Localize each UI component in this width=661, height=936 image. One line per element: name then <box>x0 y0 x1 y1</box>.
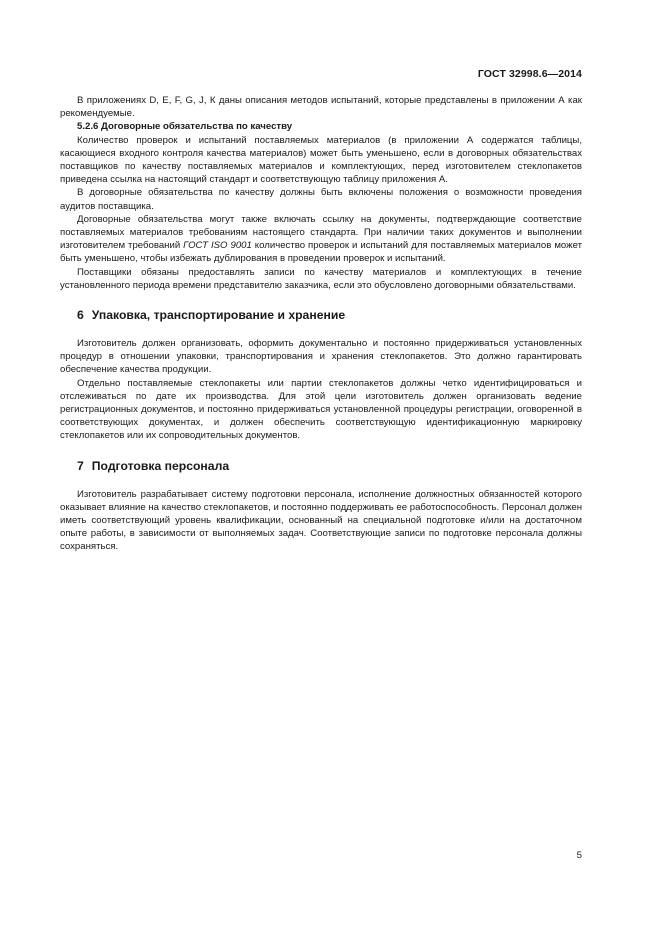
standard-designation: ГОСТ 32998.6—2014 <box>477 68 582 80</box>
paragraph-text: Договорные обязательства могут также включать ссылку на документы, подтверждающие соответствие поставляемых материалов требованиям настоящего стандарта. При наличии таких документов и выполнении изготовителем требований <box>60 213 582 252</box>
paragraph: Поставщики обязаны предоставлять записи по качеству материалов и комплектующих в течение установленного периода времени представителю заказчика, если это обусловлено договорными обязательствами. <box>60 266 582 291</box>
paragraph-text: количество проверок и испытаний для поставляемых материалов может быть уменьшено, чтобы избежать дублирования в проведении проверок и испытаний. <box>60 240 582 265</box>
standard-reference: ГОСТ ISO 9001 <box>183 240 252 252</box>
page-number: 5 <box>576 850 582 861</box>
section-title-text: Упаковка, транспортирование и хранение <box>91 308 346 323</box>
section-title-7 <box>60 459 582 474</box>
paragraph: Изготовитель разрабатывает систему подготовки персонала, исполнение должностных обязанностей которого оказывает влияние на качество стеклопакетов, и постоянно поддерживать ее работоспособность. Персонал должен иметь соответствующий уровень квалификации, основанный на специальной подготовке и/или на достаточном опыте работы, в зависимости от выполняемых задач. Соответствующие записи по подготовке персонала должны сохраняться. <box>60 488 582 553</box>
paragraph: В договорные обязательства по качеству должны быть включены положения о возможности проведения аудитов поставщика. <box>60 187 582 212</box>
intro-paragraph: В приложениях D, E, F, G, J, К даны описания методов испытаний, которые представлены в приложении А как рекомендуемые. <box>60 95 582 120</box>
paragraph: Количество проверок и испытаний поставляемых материалов (в приложении А содержатся таблицы, касающиеся входного контроля качества материалов) может быть уменьшено, если в договорных обязательствах поставщиков по качеству поставляемых материалов и комплектующих, перед изготовителем стеклопакетов приведена ссылка на настоящий стандарт и соответствующую таблицу приложения А. <box>60 134 582 186</box>
section-title-text: Подготовка персонала <box>91 458 230 473</box>
paragraph: Изготовитель должен организовать, оформить документально и постоянно придерживаться установленных процедур в отношении упаковки, транспортирования и хранения стеклопакетов. Это должно гарантировать обеспечение качества продукции. <box>60 338 582 376</box>
section-number: 7 <box>77 458 84 473</box>
document-body <box>60 94 582 554</box>
section-title-6 <box>60 308 582 323</box>
paragraph: Отдельно поставляемые стеклопакеты или партии стеклопакетов должны четко идентифицироваться и отслеживаться по дате их производства. Для этой цели изготовитель должен организовать ведение регистрационных документов, и постоянно придерживаться установленной процедуры регистрации, оговоренной в соответствующих документах, и должен обеспечить соответствующую идентификационную маркировку стеклопакетов или их сопроводительных документов. <box>60 377 582 442</box>
paragraph-with-reference <box>60 213 582 266</box>
subsection-title-5-2-6: 5.2.6 Договорные обязательства по качеству <box>77 121 293 133</box>
section-number: 6 <box>77 308 84 323</box>
